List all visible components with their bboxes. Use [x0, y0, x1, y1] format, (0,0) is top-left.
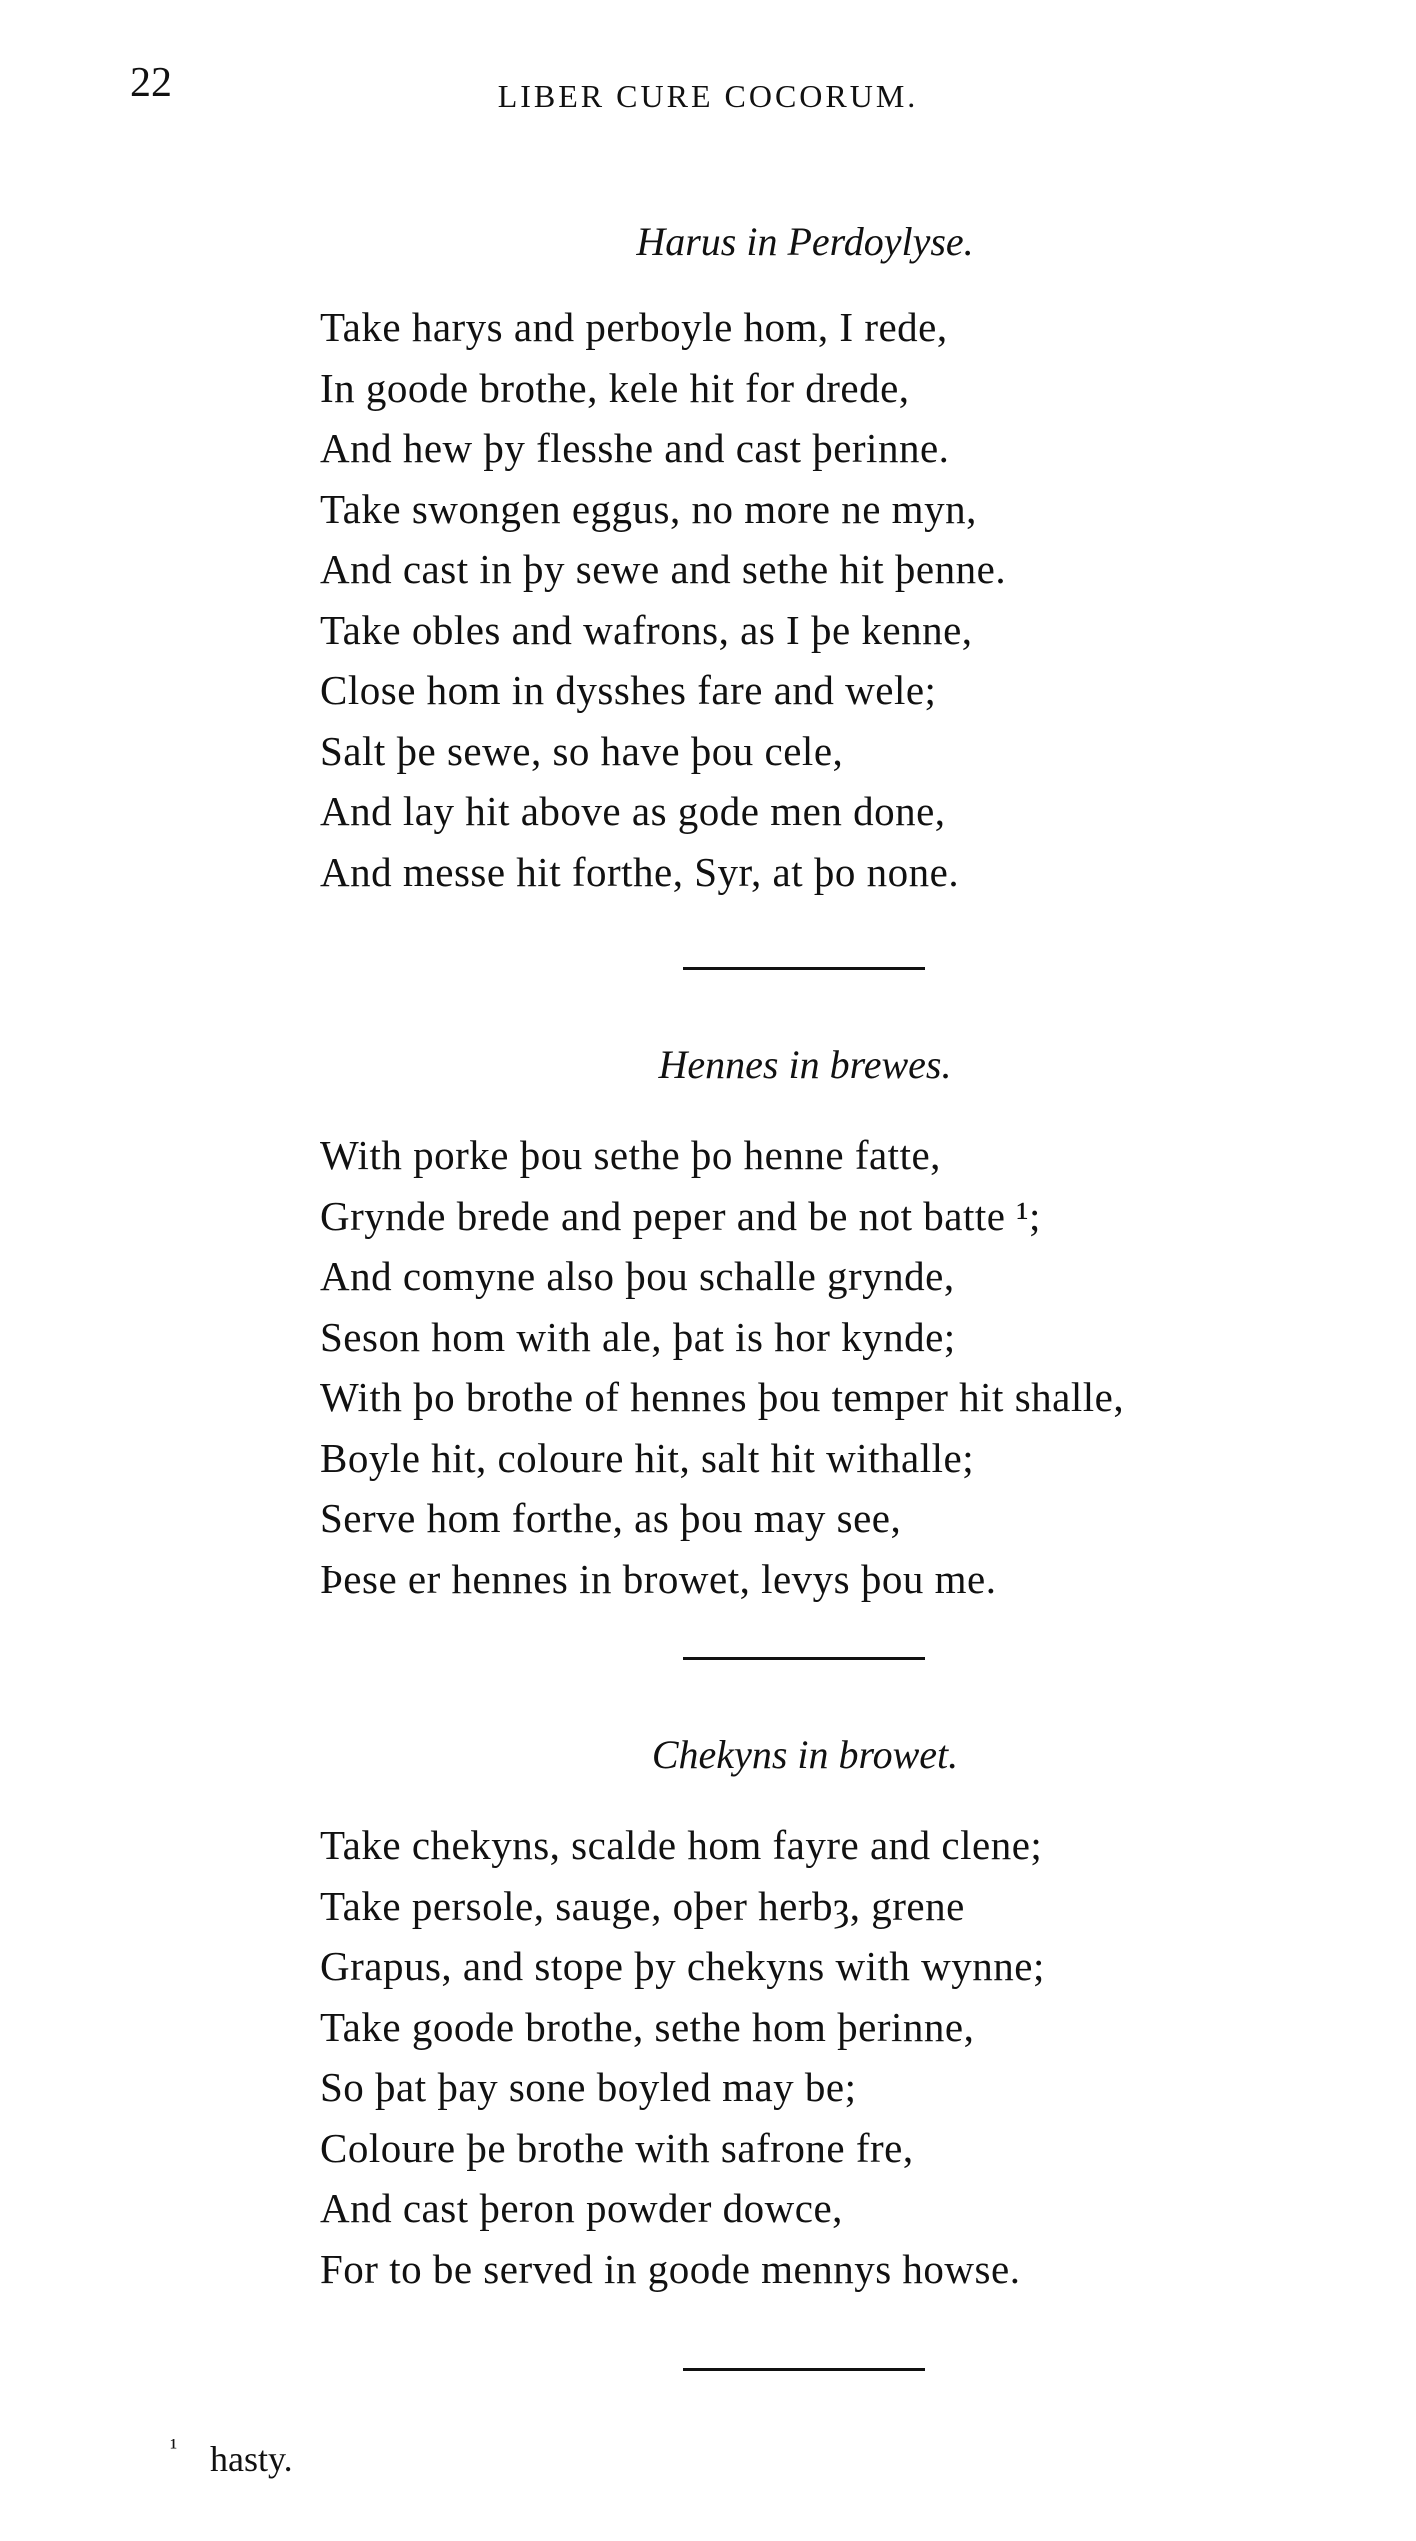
verse-line: For to be served in goode mennys howse.	[320, 2245, 1021, 2292]
verse-line: In goode brothe, kele hit for drede,	[320, 364, 910, 411]
verse-line: With porke þou sethe þo henne fatte,	[320, 1132, 941, 1178]
recipe-title: Hennes in brewes.	[658, 1042, 952, 1087]
section-divider	[683, 967, 925, 970]
recipe-title: Chekyns in browet.	[651, 1732, 959, 1777]
running-title: LIBER CURE COCORUM.	[497, 78, 919, 114]
verse-line: Serve hom forthe, as þou may see,	[320, 1495, 902, 1541]
section-divider	[683, 1657, 925, 1660]
recipe-verse	[320, 1815, 1360, 2299]
footnote-marker: ¹	[170, 2435, 178, 2461]
verse-line: Take harys and perboyle hom, I rede,	[320, 304, 948, 350]
verse-line: Coloure þe brothe with safrone fre,	[320, 2124, 914, 2171]
verse-line: Take goode brothe, sethe hom þerinne,	[320, 2003, 975, 2050]
verse-line: Seson hom with ale, þat is hor kynde;	[320, 1313, 956, 1360]
section-divider	[683, 2368, 925, 2371]
verse-line: With þo brothe of hennes þou temper hit shalle,	[320, 1374, 1125, 1420]
verse-line: Grapus, and stope þy chekyns with wynne;	[320, 1943, 1045, 1989]
verse-line: And comyne also þou schalle grynde,	[320, 1253, 955, 1299]
verse-line: Take persole, sauge, oþer herbȝ, grene	[320, 1882, 965, 1929]
recipe-title: Harus in Perdoylyse.	[636, 219, 974, 264]
verse-line: Take swongen eggus, no more ne myn,	[320, 485, 977, 532]
recipe-verse	[320, 1125, 1360, 1609]
verse-line: Þese er hennes in browet, levys þou me.	[320, 1555, 997, 1602]
verse-line: Close hom in dysshes fare and wele;	[320, 667, 937, 713]
verse-line: Take chekyns, scalde hom fayre and clene;	[320, 1822, 1043, 1868]
verse-line: Take obles and wafrons, as I þe kenne,	[320, 606, 973, 653]
page-number: 22	[130, 60, 172, 106]
verse-line: And cast þeron powder dowce,	[320, 2185, 843, 2231]
verse-line: Boyle hit, coloure hit, salt hit withalle;	[320, 1434, 975, 1481]
verse-line: And hew þy flesshe and cast þerinne.	[320, 425, 950, 471]
footnote-text: hasty.	[210, 2439, 293, 2479]
verse-line: So þat þay sone boyled may be;	[320, 2064, 857, 2110]
verse-line: And messe hit forthe, Syr, at þo none.	[320, 848, 960, 895]
verse-line: And cast in þy sewe and sethe hit þenne.	[320, 546, 1007, 592]
verse-line: And lay hit above as gode men done,	[320, 788, 946, 834]
recipe-verse	[320, 297, 1360, 902]
verse-line: Grynde brede and peper and be not batte ¹;	[320, 1192, 1041, 1239]
verse-line: Salt þe sewe, so have þou cele,	[320, 727, 844, 774]
